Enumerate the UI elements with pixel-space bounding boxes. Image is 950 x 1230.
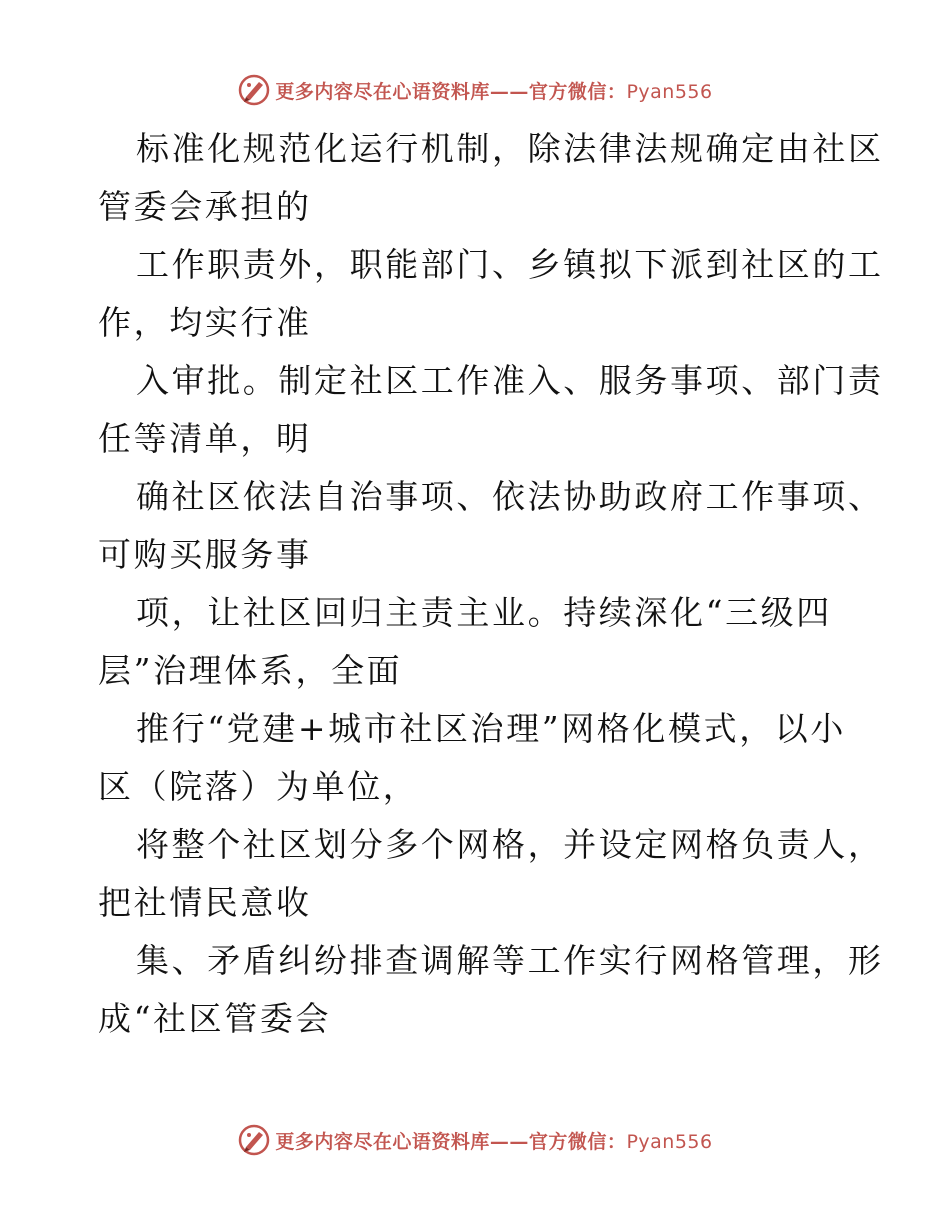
footer-banner-dash: —— <box>489 1130 529 1153</box>
paragraph-line: 层”治理体系，全面 <box>98 651 403 690</box>
paragraph-line: 将整个社区划分多个网格，并设定网格负责人， <box>136 825 884 864</box>
paragraph-7 <box>0 816 950 932</box>
header-banner-dash: —— <box>489 80 529 103</box>
paragraph-line: 任等清单，明 <box>98 419 312 458</box>
paragraph-line: 管委会承担的 <box>98 187 312 226</box>
header-banner-main: 更多内容尽在心语资料库 <box>275 80 490 103</box>
paragraph-line: 工作职责外，职能部门、乡镇拟下派到社区的工 <box>136 245 884 284</box>
footer-banner-account: Pyan556 <box>626 1130 713 1153</box>
paragraph-6 <box>0 700 950 816</box>
paragraph-line: 入审批。制定社区工作准入、服务事项、部门责 <box>136 361 884 400</box>
pen-logo-icon <box>237 1123 271 1157</box>
footer-banner-text <box>275 1127 712 1154</box>
paragraph-line: 作，均实行准 <box>98 303 312 342</box>
paragraph-line: 成“社区管委会 <box>98 999 332 1038</box>
paragraph-line: 确社区依法自治事项、依法协助政府工作事项、 <box>136 477 884 516</box>
document-body <box>0 120 950 1048</box>
paragraph-1 <box>0 120 950 236</box>
header-banner-account: Pyan556 <box>626 80 713 103</box>
paragraph-line: 区（院落）为单位， <box>98 767 419 806</box>
footer-banner <box>0 1120 950 1160</box>
paragraph-line: 可购买服务事 <box>98 535 312 574</box>
paragraph-8 <box>0 932 950 1048</box>
header-banner-label: 官方微信： <box>528 80 627 103</box>
header-banner-text <box>275 77 712 104</box>
pen-logo-icon <box>237 73 271 107</box>
paragraph-line: 项，让社区回归主责主业。持续深化“三级四 <box>136 593 832 632</box>
paragraph-line: 推行“党建+城市社区治理”网格化模式，以小 <box>136 709 846 748</box>
paragraph-line: 集、矛盾纠纷排查调解等工作实行网格管理，形 <box>136 941 884 980</box>
paragraph-line: 把社情民意收 <box>98 883 312 922</box>
header-banner <box>0 70 950 110</box>
paragraph-5 <box>0 584 950 700</box>
footer-banner-main: 更多内容尽在心语资料库 <box>275 1130 490 1153</box>
footer-banner-label: 官方微信： <box>528 1130 627 1153</box>
paragraph-3 <box>0 352 950 468</box>
paragraph-2 <box>0 236 950 352</box>
paragraph-4 <box>0 468 950 584</box>
paragraph-line: 标准化规范化运行机制，除法律法规确定由社区 <box>136 129 884 168</box>
